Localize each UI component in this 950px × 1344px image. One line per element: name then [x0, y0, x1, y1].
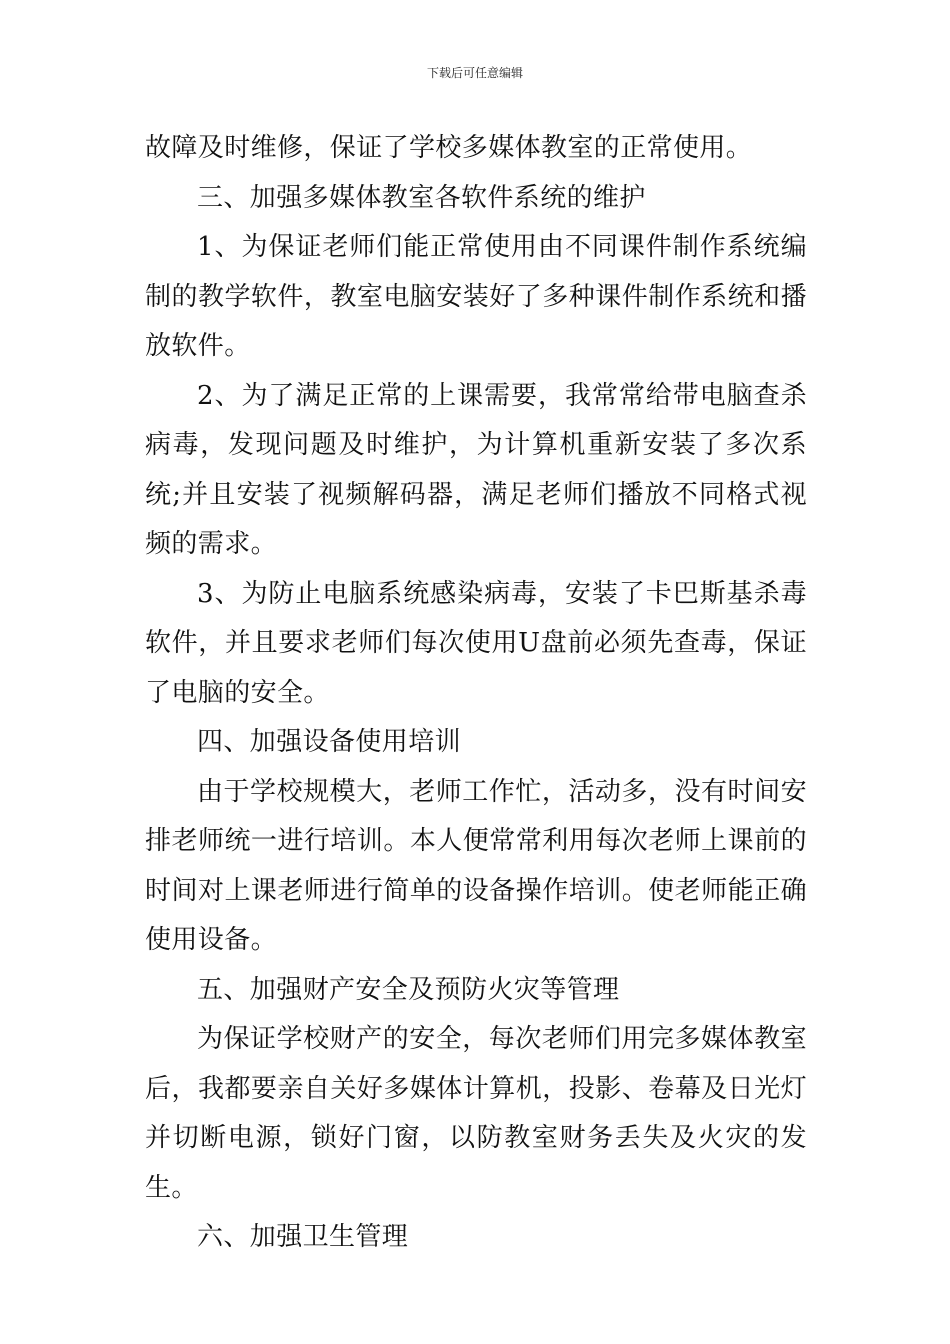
paragraph-item-3: 3、为防止电脑系统感染病毒，安装了卡巴斯基杀毒软件，并且要求老师们每次使用U盘前必须先查毒，保证了电脑的安全。 [145, 578, 807, 708]
paragraph-property-safety: 为保证学校财产的安全，每次老师们用完多媒体教室后，我都要亲自关好多媒体计算机，投影、卷幕及日光灯并切断电源，锁好门窗，以防教室财务丢失及火灾的发生。 [145, 1024, 807, 1203]
section-heading-property-safety: 五、加强财产安全及预防火灾等管理 [197, 974, 620, 1005]
section-heading-hygiene: 六、加强卫生管理 [197, 1222, 409, 1252]
page-header-note: 下载后可任意编辑 [426, 66, 523, 80]
paragraph-continuation: 故障及时维修，保证了学校多媒体教室的正常使用。 [145, 133, 753, 163]
paragraph-item-2: 2、为了满足正常的上课需要，我常常给带电脑查杀病毒，发现问题及时维护，为计算机重新安装了多次系统;并且安装了视频解码器，满足老师们播放不同格式视频的需求。 [145, 380, 807, 559]
document-body [145, 124, 807, 1263]
section-heading-software-maintenance: 三、加强多媒体教室各软件系统的维护 [197, 182, 646, 213]
section-heading-equipment-training: 四、加强设备使用培训 [197, 727, 462, 757]
paragraph-item-1: 1、为保证老师们能正常使用由不同课件制作系统编制的教学软件，教室电脑安装好了多种课件制作系统和播放软件。 [145, 232, 807, 361]
paragraph-training: 由于学校规模大，老师工作忙，活动多，没有时间安排老师统一进行培训。本人便常常利用每次老师上课前的时间对上课老师进行简单的设备操作培训。使老师能正确使用设备。 [145, 776, 807, 955]
